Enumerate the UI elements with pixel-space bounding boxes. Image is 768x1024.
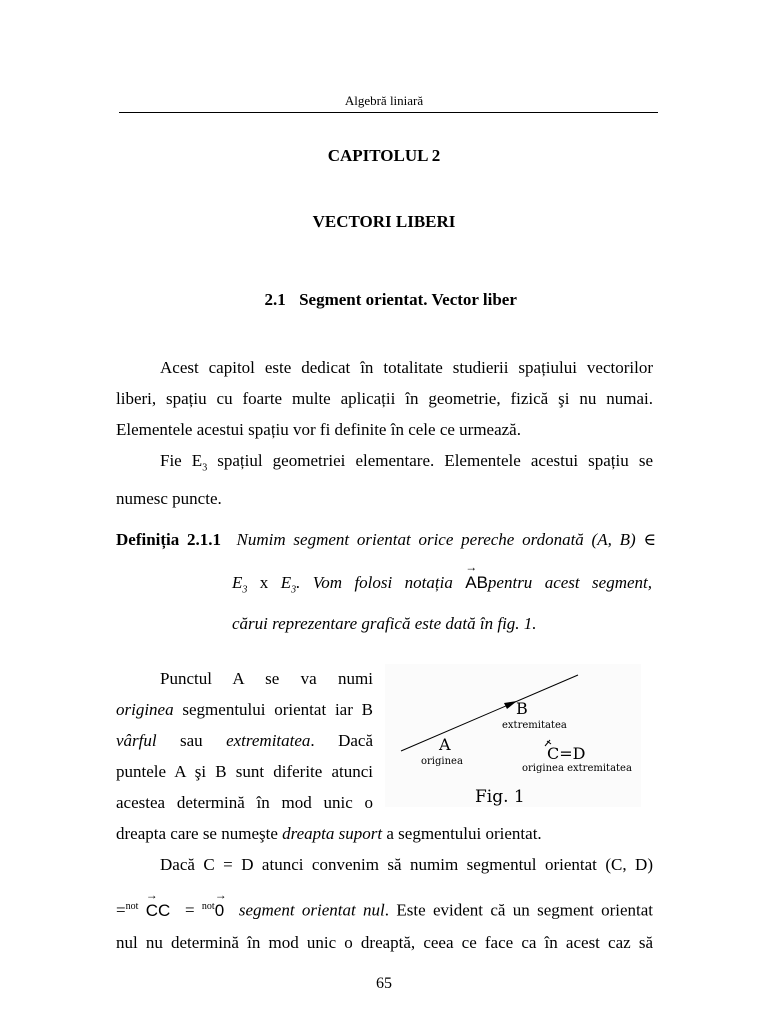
emphasis: extremitatea — [226, 731, 311, 750]
null-segment-paragraph — [116, 849, 653, 880]
figure-caption: Fig. 1 — [475, 787, 525, 807]
text-span: spațiul geometriei elementare. Elementele acestui spațiu se — [207, 451, 653, 470]
definition-line: cărui reprezentare grafică este dată în fig. 1. — [232, 614, 537, 634]
text-span: dreapta care se numeşte — [116, 824, 283, 843]
running-header: Algebră liniară — [344, 93, 424, 108]
text-span: CC — [145, 900, 171, 920]
text-span: Fie E — [160, 451, 203, 470]
null-line: Dacă C = D atunci convenim să numim segmentul orientat (C, D) — [160, 855, 653, 874]
side-line — [116, 694, 373, 725]
intro-line: Acest capitol este dedicat în totalitate studierii spațiului vectorilor — [160, 358, 653, 377]
text-span: . Dacă — [310, 731, 373, 750]
figure-1 — [385, 664, 641, 807]
text-span: sau — [156, 731, 227, 750]
vector-ab — [465, 560, 488, 600]
label-cd: C=D — [547, 744, 586, 763]
intro-line: liberi, spațiu cu foarte multe aplicații în geometrie, fizică şi nu numai. — [116, 389, 653, 408]
text-span: . Vom folosi notația — [296, 573, 466, 592]
label-origin-extremity: originea extremitatea — [522, 763, 632, 774]
definition-continuation — [232, 560, 653, 641]
label-b: B — [516, 699, 528, 718]
text-span: E — [232, 573, 243, 592]
figure-background — [385, 664, 641, 807]
label-origin-a: originea — [421, 756, 463, 767]
page-number: 65 — [376, 975, 392, 992]
side-line — [116, 725, 373, 756]
null-segment-continuation — [116, 887, 654, 959]
emphasis: vârful — [116, 731, 157, 750]
side-line — [116, 818, 653, 849]
intro-line: Elementele acestui spațiu vor fi definite în cele ce urmează. — [116, 420, 521, 439]
text-span: AB — [465, 573, 488, 592]
chapter-title: VECTORI LIBERI — [312, 212, 456, 231]
label-a: A — [439, 735, 451, 754]
text-span: pentru acest segment, — [487, 573, 653, 592]
figure-side-text — [116, 663, 373, 818]
intro-line — [116, 445, 653, 483]
arrow-icon: → — [145, 887, 158, 902]
section-heading — [0, 290, 768, 310]
superscript: not — [201, 901, 215, 912]
side-line: puntele A şi B sunt diferite atunci — [116, 762, 373, 781]
definition-line — [232, 560, 653, 607]
subscript: 3 — [242, 584, 248, 596]
null-line: nul nu determină în mod unic o dreaptă, ceea ce face ca în acest caz să — [116, 932, 653, 952]
vector-zero — [214, 887, 227, 927]
text-span: = — [184, 900, 195, 920]
emphasis: segment orientat nul — [238, 900, 385, 920]
text-span: a segmentului orientat. — [382, 824, 542, 843]
chapter-label: CAPITOLUL 2 — [327, 146, 441, 165]
superscript: not — [125, 901, 139, 912]
intro-line: numesc puncte. — [116, 489, 222, 509]
arrow-icon: → — [465, 560, 478, 574]
subscript: 3 — [291, 584, 297, 596]
side-line: Punctul A se va numi — [160, 669, 373, 688]
emphasis: originea — [116, 700, 174, 719]
intro-paragraph — [116, 352, 653, 514]
vector-cc — [145, 887, 171, 927]
definition-label: Definiția 2.1.1 — [116, 530, 222, 549]
text-span: segmentului orientat iar B — [173, 700, 373, 719]
header-rule — [119, 112, 658, 113]
arrow-icon: → — [214, 887, 227, 902]
emphasis: dreapta suport — [282, 824, 383, 843]
side-line: acestea determină în mod unic o — [116, 793, 373, 812]
section-number: 2.1 — [264, 290, 286, 309]
definition-text: Numim segment orientat orice pereche ordonată (A, B) ∈ — [236, 530, 656, 549]
section-title: Segment orientat. Vector liber — [299, 290, 517, 309]
definition-block — [116, 524, 656, 555]
text-span: x — [247, 573, 281, 592]
null-line — [116, 887, 654, 927]
text-span: E — [280, 573, 292, 592]
definition-line — [116, 524, 656, 555]
subscript: 3 — [202, 462, 208, 474]
label-extremitatea: extremitatea — [502, 720, 567, 731]
text-span: 0 — [214, 900, 225, 920]
text-span: . Este evident că un segment orientat — [384, 900, 654, 920]
text-span: = — [116, 900, 126, 920]
figure-text-continuation — [116, 818, 653, 849]
